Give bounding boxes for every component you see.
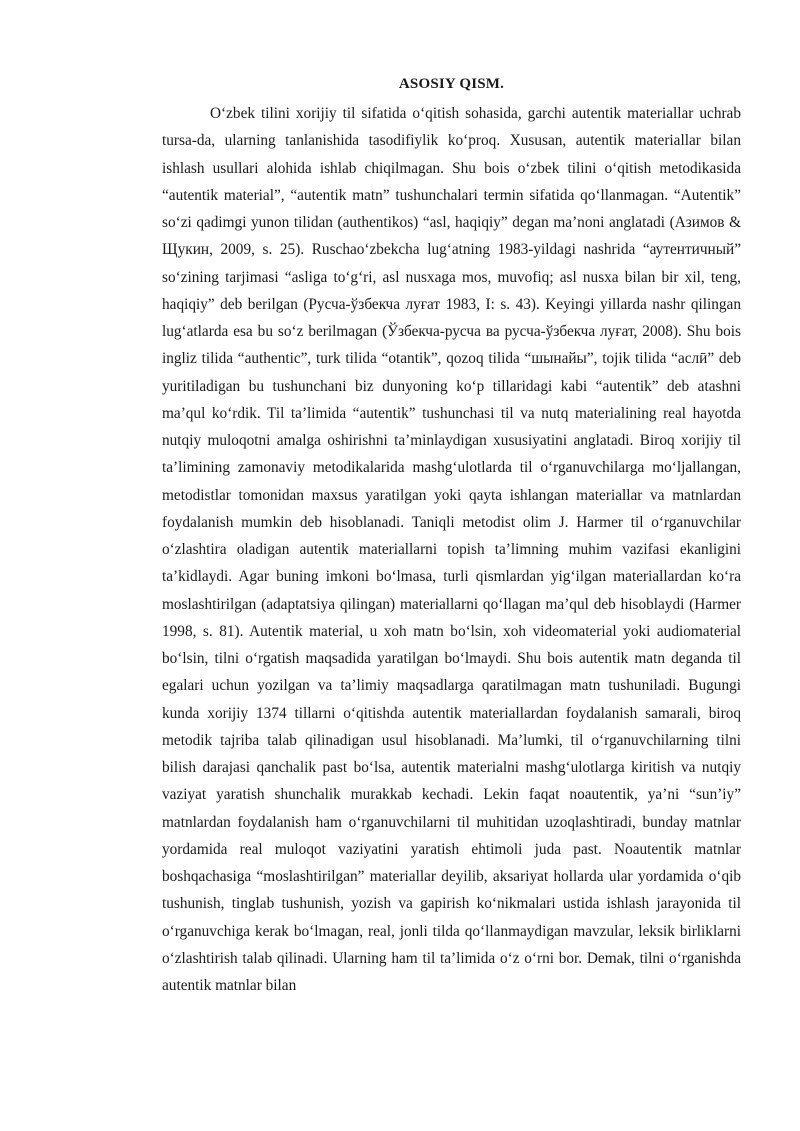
body-paragraph: O‘zbek tilini xorijiy til sifatida o‘qitish sohasida, garchi autentik materiallar uchrab tursa-da, ularning tanlanishida tasodifiylik ko‘proq. Xususan, autentik materiallar bilan ishlash usullari alohida ishlab chiqilmagan. Shu bois o‘zbek tilini o‘qitish metodikasida “autentik material”, “autentik matn” tushunchalari termin sifatida qo‘llanmagan. “Autentik” so‘zi qadimgi yunon tilidan (authentikos) “asl, haqiqiy” degan ma’noni anglatadi (Азимов & Щукин, 2009, s. 25). Ruschao‘zbekcha lug‘atning 1983-yildagi nashrida “аутентичный” so‘zining tarjimasi “asliga to‘g‘ri, asl nusxaga mos, muvofiq; asl nusxa bilan bir xil, teng, haqiqiy” deb berilgan (Русча-ўзбекча луғат 1983, I: s. 43). Keyingi yillarda nashr qilingan lug‘atlarda esa bu so‘z berilmagan (Ўзбекча-русча ва русча-ўзбекча луғат, 2008). Shu bois ingliz tilida “authentic”, turk tilida “otantik”, qozoq tilida “шынайы”, tojik tilida “аслӣ” deb yuritiladigan bu tushunchani biz dunyoning ko‘p tillaridagi kabi “autentik” deb atashni ma’qul ko‘rdik. Til ta’limida “autentik” tushunchasi til va nutq materialining real hayotda nutqiy muloqotni amalga oshirishni ta’minlaydigan xususiyatini anglatadi. Biroq xorijiy til ta’limining zamonaviy metodikalarida mashg‘ulotlarda til o‘rganuvchilarga mo‘ljallangan, metodistlar tomonidan maxsus yaratilgan yoki qayta ishlangan materiallar va matnlardan foydalanish mumkin deb hisoblanadi. Taniqli metodist olim J. Harmer til o‘rganuvchilar o‘zlashtira oladigan autentik materiallarni topish ta’limning muhim vazifasi ekanligini ta’kidlaydi. Agar buning imkoni bo‘lmasa, turli qismlardan yig‘ilgan materiallardan ko‘ra moslashtirilgan (adaptatsiya qilingan) materiallarni qo‘llagan ma’qul deb hisoblaydi (Harmer 1998, s. 81). Autentik material, u xoh matn bo‘lsin, xoh videomaterial yoki audiomaterial bo‘lsin, tilni o‘rgatish maqsadida yaratilgan bo‘lmaydi. Shu bois autentik matn deganda til egalari uchun yozilgan va ta’limiy maqsadlarga qaratilmagan matn tushuniladi. Bugungi kunda xorijiy 1374 tillarni o‘qitishda autentik materiallardan foydalanish samarali, biroq metodik tajriba talab qilinadigan usul hisoblanadi. Ma’lumki, til o‘rganuvchilarning tilni bilish darajasi qanchalik past bo‘lsa, autentik materialni mashg‘ulotlarga kiritish va nutqiy vaziyat yaratish shunchalik murakkab kechadi. Lekin faqat noautentik, ya’ni “sun’iy” matnlardan foydalanish ham o‘rganuvchilarni til muhitidan uzoqlashtiradi, bunday matnlar yordamida real muloqot vaziyatini yaratish ehtimoli juda past. Noautentik matnlar boshqachasiga “moslashtirilgan” materiallar deyilib, aksariyat hollarda ular yordamida o‘qib tushunish, tinglab tushunish, yozish va gapirish ko‘nikmalari ustida ishlash jarayonida til o‘rganuvchiga kerak bo‘lmagan, real, jonli tilda qo‘llanmaydigan mavzular, leksik birliklarni o‘zlashtirish talab qilinadi. Ularning ham til ta’limida o‘z o‘rni bor. Demak, tilni o‘rganishda autentik matnlar bilan: [162, 105, 741, 994]
section-heading: ASOSIY QISM.: [398, 76, 505, 92]
document-page: [162, 74, 741, 999]
